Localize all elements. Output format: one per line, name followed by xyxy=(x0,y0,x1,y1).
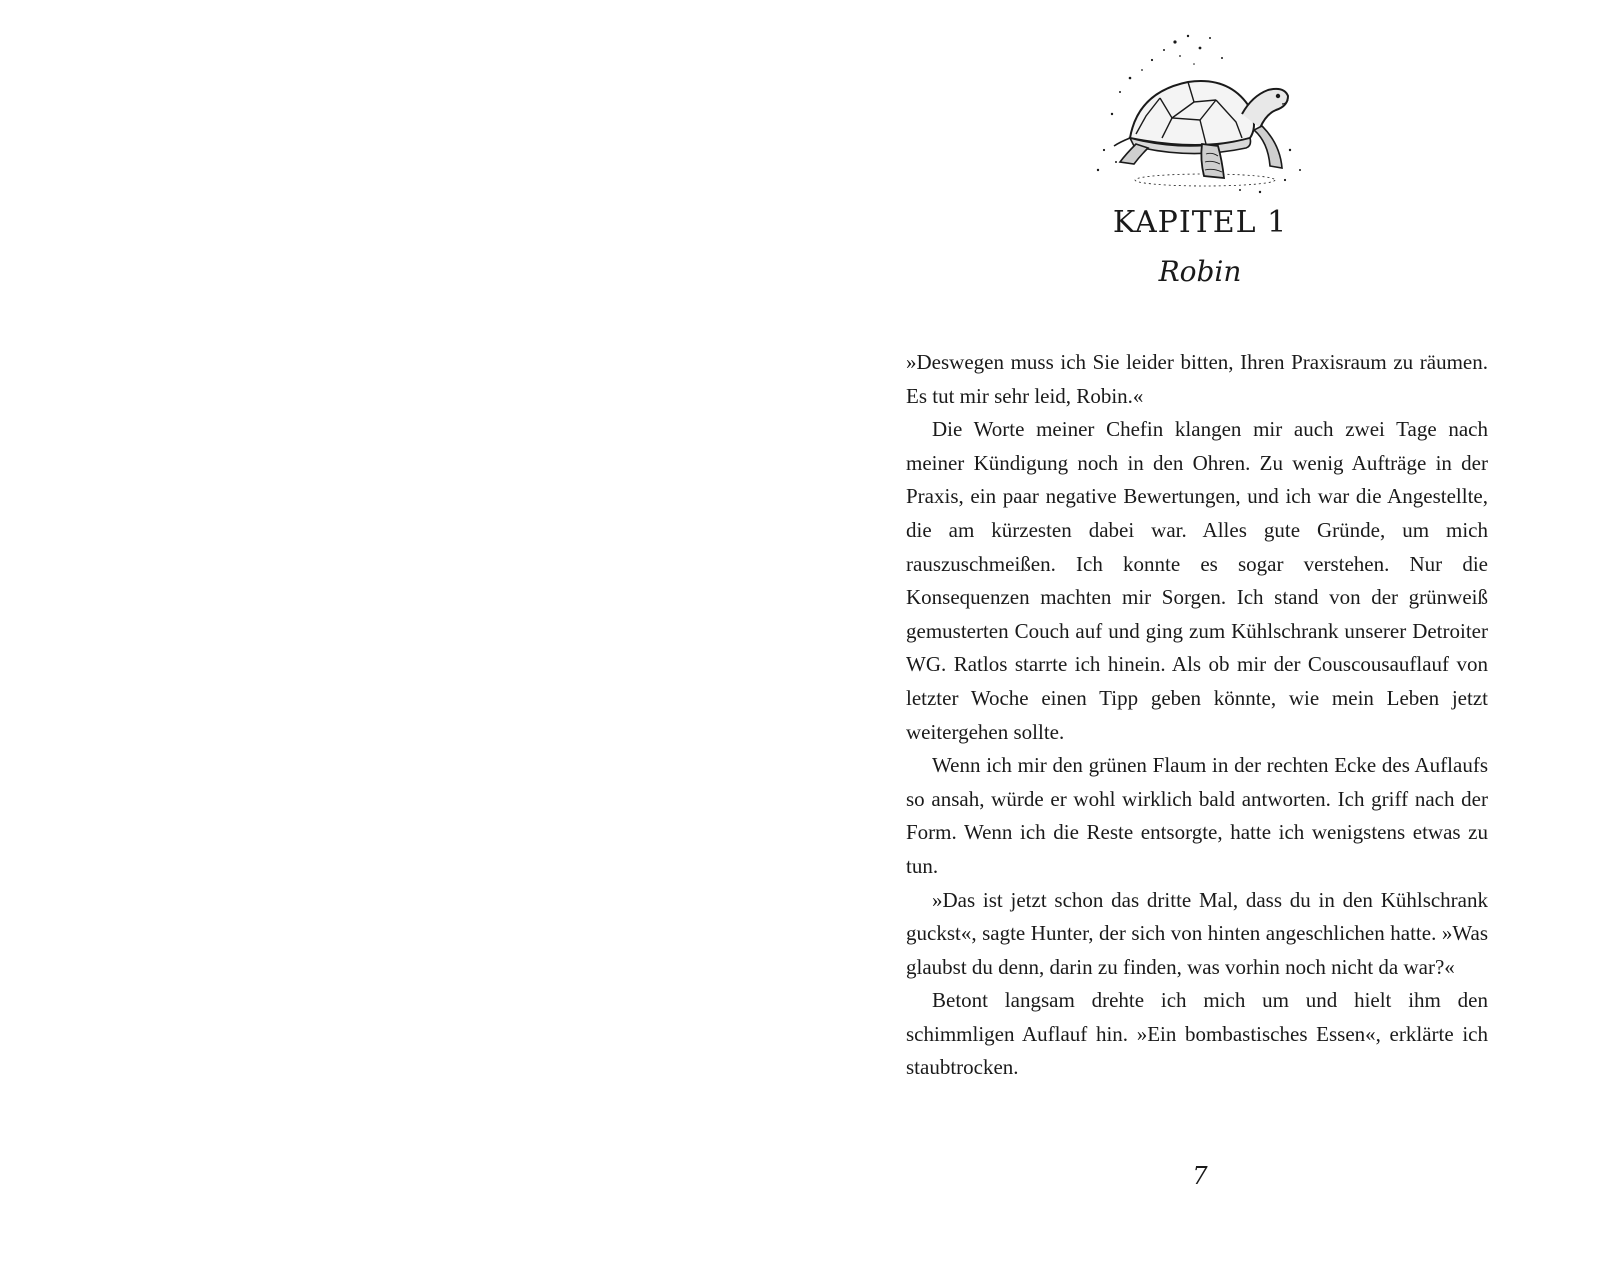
paragraph: »Deswegen muss ich Sie leider bitten, Ihren Praxisraum zu räumen. Es tut mir sehr leid, Robin.« xyxy=(906,350,1488,408)
paragraph: Die Worte meiner Chefin klangen mir auch zwei Tage nach meiner Kündigung noch in den Ohren. Zu wenig Aufträge in der Praxis, ein paar negative Bewertungen, und ich war die Angestellte, die am kürzesten dabei war. Alles gute Gründe, um mich rauszuschmeißen. Ich konnte es sogar verstehen. Nur die Konsequenzen machten mir Sorgen. Ich stand von der grünweiß gemusterten Couch auf und ging zum Kühlschrank unserer Detroiter WG. Ratlos starrte ich hinein. Als ob mir der Couscousauflauf von letzter Woche einen Tipp geben könnte, wie mein Leben jetzt weitergehen sollte. xyxy=(906,417,1488,744)
right-page xyxy=(800,0,1600,1274)
paragraph: Wenn ich mir den grünen Flaum in der rechten Ecke des Auflaufs so ansah, würde er wohl wirklich bald antworten. Ich griff nach der Form. Wenn ich die Reste entsorgte, hatte ich wenigstens etwas zu tun. xyxy=(906,753,1488,878)
chapter-body xyxy=(906,346,1488,1085)
turtle-icon xyxy=(1090,30,1310,200)
paragraph: »Das ist jetzt schon das dritte Mal, dass du in den Kühlschrank guckst«, sagte Hunter, der sich von hinten angeschlichen hatte. »Was glaubst du denn, darin zu finden, was vorhin noch nicht da war?« xyxy=(906,887,1488,979)
paragraph: Betont langsam drehte ich mich um und hielt ihm den schimmligen Auflauf hin. »Ein bombastisches Essen«, erklärte ich staubtrocken. xyxy=(906,988,1488,1080)
chapter-title: KAPITEL 1 xyxy=(1112,205,1288,240)
chapter-subtitle: Robin xyxy=(1158,255,1242,288)
page-number: 7 xyxy=(1192,1162,1208,1190)
